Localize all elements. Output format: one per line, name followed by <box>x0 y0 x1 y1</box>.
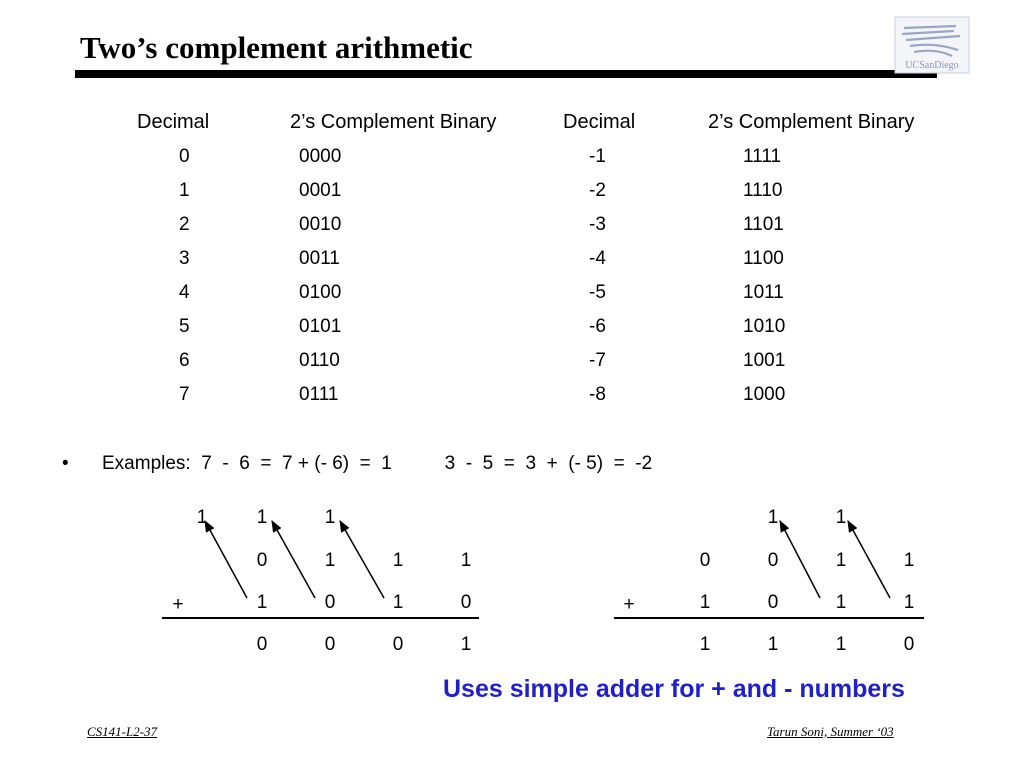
table-cell-neg-bin: 1100 <box>743 248 784 269</box>
carry-digit: 1 <box>835 507 847 528</box>
operand-digit: 1 <box>460 550 472 571</box>
table-cell-pos-bin: 0111 <box>299 384 339 405</box>
table-cell-neg-bin: 1010 <box>743 316 786 337</box>
result-digit: 1 <box>835 634 847 655</box>
operand-digit: 1 <box>699 592 711 613</box>
header-binary-positive: 2’s Complement Binary <box>290 111 497 133</box>
table-cell-neg-bin: 1101 <box>743 214 784 235</box>
header-decimal-negative: Decimal <box>563 111 636 133</box>
logo-text: UCSanDiego <box>905 60 959 71</box>
table-cell-pos-bin: 0101 <box>299 316 342 337</box>
carry-arrow-left-3 <box>340 521 384 598</box>
footer-author: Tarun Soni, Summer ‘03 <box>767 724 894 739</box>
table-cell-pos-bin: 0001 <box>299 180 342 201</box>
header-decimal-positive: Decimal <box>137 111 210 133</box>
plus-sign: + <box>623 594 635 615</box>
carry-digit: 1 <box>256 507 268 528</box>
result-digit: 1 <box>460 634 472 655</box>
carry-digit: 1 <box>324 507 336 528</box>
operand-digit: 1 <box>392 592 404 613</box>
operand-digit: 1 <box>903 592 915 613</box>
result-digit: 0 <box>392 634 404 655</box>
sum-line-left <box>162 617 479 619</box>
operand-digit: 1 <box>835 592 847 613</box>
table-cell-pos-dec: 5 <box>179 316 190 337</box>
result-digit: 1 <box>699 634 711 655</box>
table-cell-pos-dec: 0 <box>179 146 190 167</box>
result-digit: 1 <box>767 634 779 655</box>
table-cell-pos-bin: 0100 <box>299 282 342 303</box>
table-cell-neg-bin: 1111 <box>743 146 782 167</box>
operand-digit: 1 <box>835 550 847 571</box>
table-cell-neg-dec: -7 <box>589 350 606 371</box>
result-digit: 0 <box>903 634 915 655</box>
operand-digit: 1 <box>324 550 336 571</box>
result-digit: 0 <box>324 634 336 655</box>
result-digit: 0 <box>256 634 268 655</box>
carry-arrow-left-2 <box>272 521 315 598</box>
operand-digit: 0 <box>256 550 268 571</box>
table-cell-pos-bin: 0010 <box>299 214 342 235</box>
table-cell-neg-dec: -2 <box>589 180 606 201</box>
tagline: Uses simple adder for + and - numbers <box>443 675 905 703</box>
carry-digit: 1 <box>767 507 779 528</box>
table-cell-neg-bin: 1000 <box>743 384 786 405</box>
table-cell-pos-bin: 0011 <box>299 248 340 269</box>
operand-digit: 0 <box>767 550 779 571</box>
table-cell-neg-bin: 1001 <box>743 350 786 371</box>
header-binary-negative: 2’s Complement Binary <box>708 111 915 133</box>
carry-digit: 1 <box>196 507 208 528</box>
table-cell-pos-dec: 7 <box>179 384 190 405</box>
operand-digit: 0 <box>767 592 779 613</box>
footer-slide-id: CS141-L2-37 <box>87 724 158 739</box>
examples-text: Examples: 7 - 6 = 7 + (- 6) = 1 3 - 5 = 3 + (- 5) = -2 <box>102 453 653 474</box>
table-cell-pos-bin: 0000 <box>299 146 342 167</box>
table-cell-pos-dec: 4 <box>179 282 190 303</box>
carry-arrow-left-1 <box>205 521 247 598</box>
operand-digit: 0 <box>324 592 336 613</box>
operand-digit: 0 <box>460 592 472 613</box>
carry-arrow-right-1 <box>780 521 820 598</box>
table-cell-neg-dec: -5 <box>589 282 606 303</box>
table-cell-neg-dec: -1 <box>589 146 606 167</box>
slide-title: Two’s complement arithmetic <box>80 30 473 65</box>
operand-digit: 1 <box>392 550 404 571</box>
table-cell-neg-dec: -6 <box>589 316 606 337</box>
table-cell-neg-dec: -4 <box>589 248 606 269</box>
operand-digit: 1 <box>903 550 915 571</box>
carry-arrow-right-2 <box>848 521 890 598</box>
operand-digit: 0 <box>699 550 711 571</box>
sum-line-right <box>614 617 924 619</box>
table-cell-pos-bin: 0110 <box>299 350 340 371</box>
table-cell-pos-dec: 1 <box>179 180 190 201</box>
table-cell-neg-bin: 1110 <box>743 180 783 201</box>
operand-digit: 1 <box>256 592 268 613</box>
table-cell-neg-dec: -8 <box>589 384 606 405</box>
table-cell-pos-dec: 3 <box>179 248 190 269</box>
table-cell-neg-dec: -3 <box>589 214 606 235</box>
bullet: • <box>62 453 69 474</box>
table-cell-pos-dec: 2 <box>179 214 190 235</box>
table-cell-neg-bin: 1011 <box>743 282 784 303</box>
plus-sign: + <box>172 594 184 615</box>
table-cell-pos-dec: 6 <box>179 350 190 371</box>
